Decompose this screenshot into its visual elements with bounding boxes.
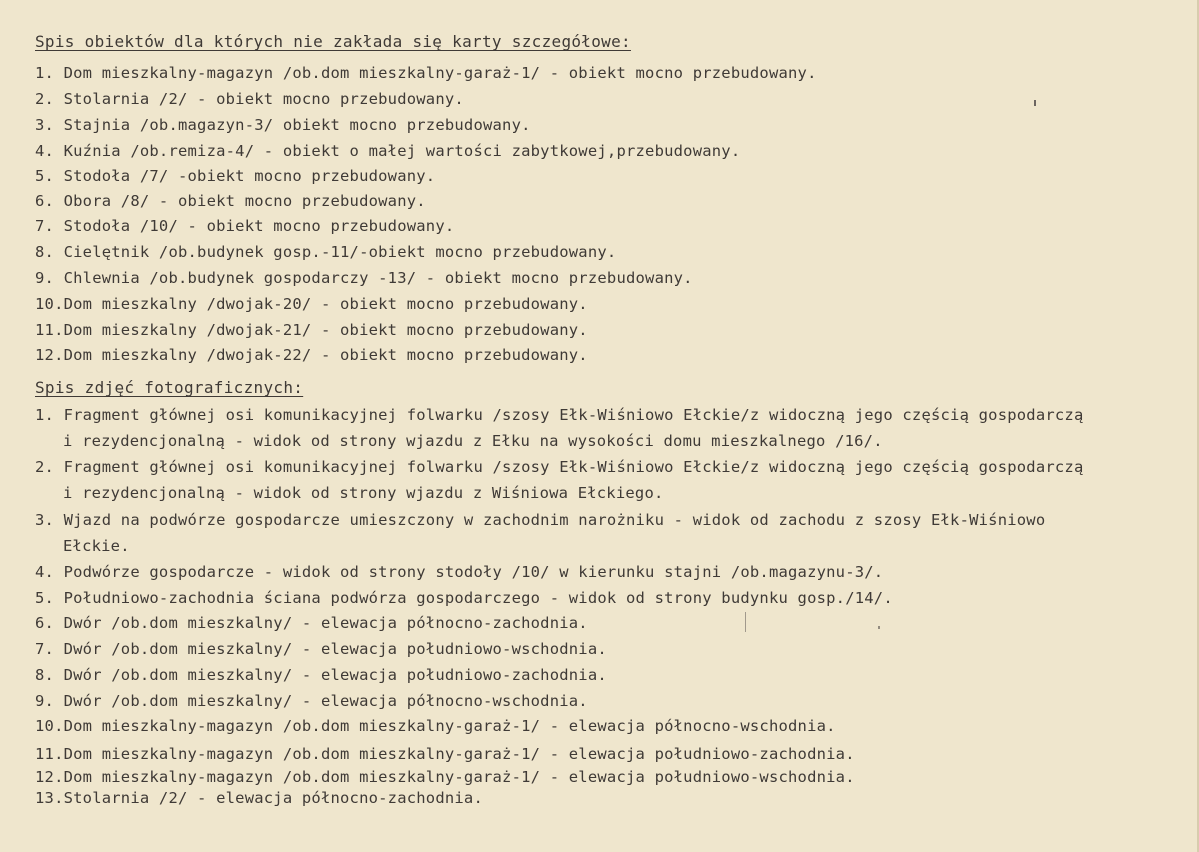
paper-blemish xyxy=(1034,100,1036,106)
object-item-8: 8. Cielętnik /ob.budynek gosp.-11/-obiekt mocno przebudowany. xyxy=(35,243,617,261)
photo-item-1-line1: 1. Fragment głównej osi komunikacyjnej folwarku /szosy Ełk-Wiśniowo Ełckie/z widoczną jego częścią gospodarczą xyxy=(35,406,1084,424)
photo-item-10: 10.Dom mieszkalny-magazyn /ob.dom mieszkalny-garaż-1/ - elewacja północno-wschodnia. xyxy=(35,717,836,735)
photo-item-13: 13.Stolarnia /2/ - elewacja północno-zachodnia. xyxy=(35,789,483,807)
object-item-7: 7. Stodoła /10/ - obiekt mocno przebudowany. xyxy=(35,217,455,235)
object-item-10: 10.Dom mieszkalny /dwojak-20/ - obiekt mocno przebudowany. xyxy=(35,295,588,313)
paper-blemish xyxy=(878,626,880,629)
object-item-6: 6. Obora /8/ - obiekt mocno przebudowany. xyxy=(35,192,426,210)
object-item-3: 3. Stajnia /ob.magazyn-3/ obiekt mocno przebudowany. xyxy=(35,116,531,134)
photo-item-2 xyxy=(35,458,1084,502)
photo-item-5: 5. Południowo-zachodnia ściana podwórza gospodarczego - widok od strony budynku gosp./14/. xyxy=(35,589,893,607)
pen-mark xyxy=(745,612,746,632)
photo-item-1-line2: i rezydencjonalną - widok od strony wjazdu z Ełku na wysokości domu mieszkalnego /16/. xyxy=(63,432,883,450)
section-heading-objects: Spis obiektów dla których nie zakłada się karty szczegółowe: xyxy=(35,32,631,51)
object-item-12: 12.Dom mieszkalny /dwojak-22/ - obiekt mocno przebudowany. xyxy=(35,346,588,364)
section-heading-photos: Spis zdjęć fotograficznych: xyxy=(35,378,304,397)
photo-item-6: 6. Dwór /ob.dom mieszkalny/ - elewacja północno-zachodnia. xyxy=(35,614,588,632)
object-item-1: 1. Dom mieszkalny-magazyn /ob.dom mieszkalny-garaż-1/ - obiekt mocno przebudowany. xyxy=(35,64,817,82)
photo-item-8: 8. Dwór /ob.dom mieszkalny/ - elewacja południowo-zachodnia. xyxy=(35,666,607,684)
photo-item-11: 11.Dom mieszkalny-magazyn /ob.dom mieszkalny-garaż-1/ - elewacja południowo-zachodnia. xyxy=(35,745,855,763)
photo-item-4: 4. Podwórze gospodarcze - widok od strony stodoły /10/ w kierunku stajni /ob.magazynu-3/. xyxy=(35,563,884,581)
photo-item-12: 12.Dom mieszkalny-magazyn /ob.dom mieszkalny-garaż-1/ - elewacja południowo-wschodnia. xyxy=(35,768,855,786)
photo-item-9: 9. Dwór /ob.dom mieszkalny/ - elewacja północno-wschodnia. xyxy=(35,692,588,710)
object-item-11: 11.Dom mieszkalny /dwojak-21/ - obiekt mocno przebudowany. xyxy=(35,321,588,339)
object-item-9: 9. Chlewnia /ob.budynek gospodarczy -13/ - obiekt mocno przebudowany. xyxy=(35,269,693,287)
object-item-5: 5. Stodoła /7/ -obiekt mocno przebudowany. xyxy=(35,167,436,185)
photo-item-2-line1: 2. Fragment głównej osi komunikacyjnej folwarku /szosy Ełk-Wiśniowo Ełckie/z widoczną jego częścią gospodarczą xyxy=(35,458,1084,476)
photo-item-3 xyxy=(35,511,1045,555)
object-item-2: 2. Stolarnia /2/ - obiekt mocno przebudowany. xyxy=(35,90,464,108)
photo-item-3-line1: 3. Wjazd na podwórze gospodarcze umieszczony w zachodnim narożniku - widok od zachodu z szosy Ełk-Wiśniowo xyxy=(35,511,1046,529)
photo-item-2-line2: i rezydencjonalną - widok od strony wjazdu z Wiśniowa Ełckiego. xyxy=(63,484,664,502)
photo-item-7: 7. Dwór /ob.dom mieszkalny/ - elewacja południowo-wschodnia. xyxy=(35,640,607,658)
object-item-4: 4. Kuźnia /ob.remiza-4/ - obiekt o małej wartości zabytkowej,przebudowany. xyxy=(35,142,741,160)
photo-item-1 xyxy=(35,406,1084,450)
photo-item-3-line2: Ełckie. xyxy=(63,537,130,555)
